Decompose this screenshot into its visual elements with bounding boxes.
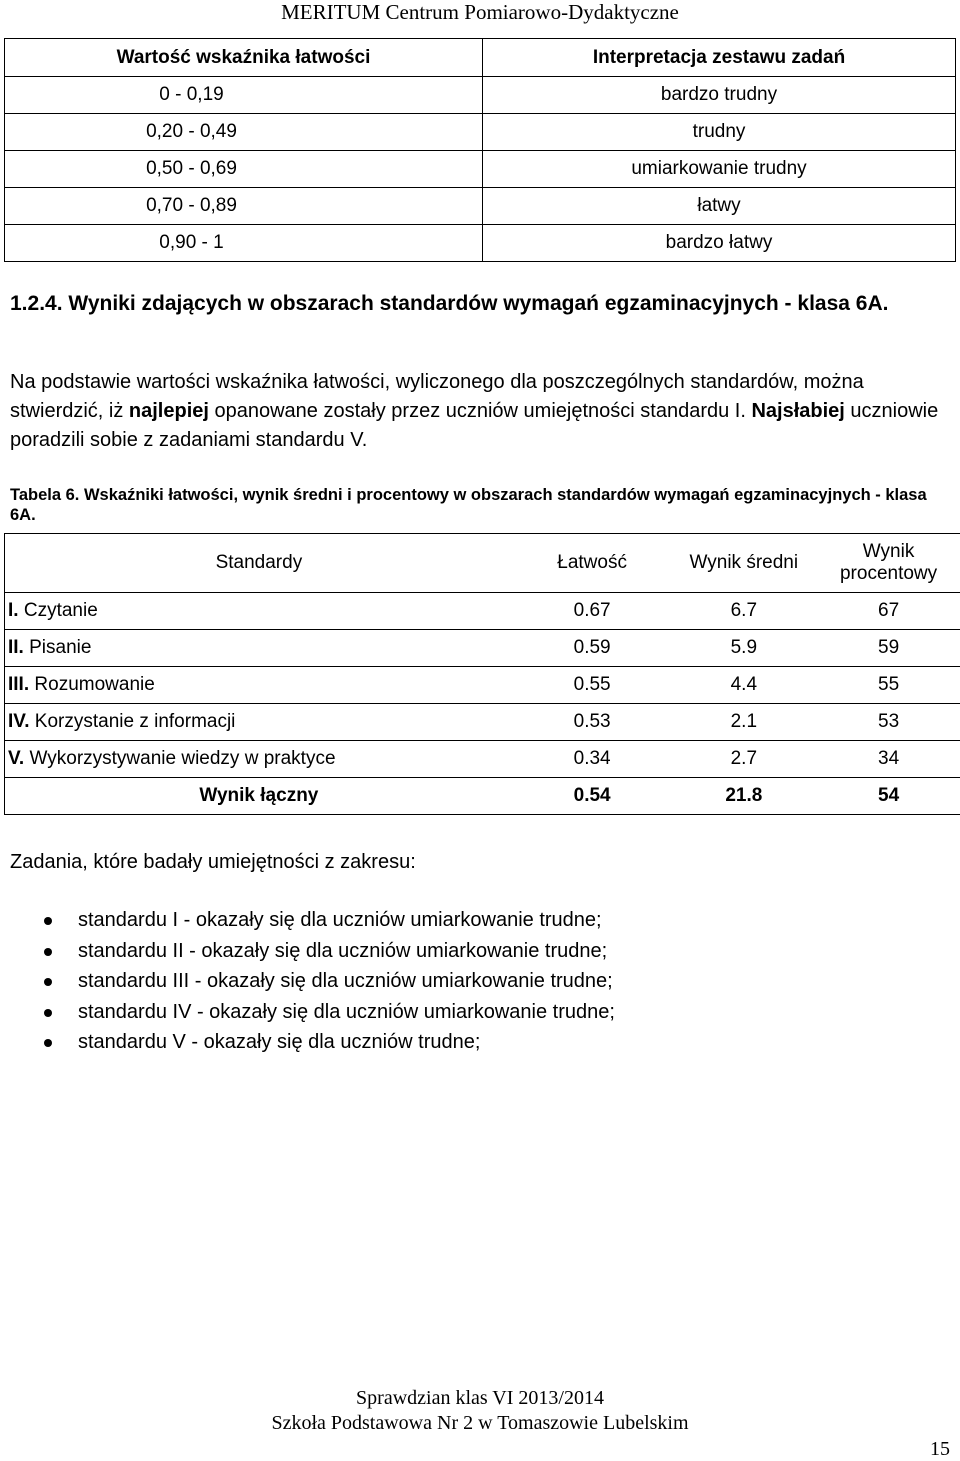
table-cell: 0.53 [513,704,672,741]
list-item-text: standardu I - okazały się dla uczniów umiarkowanie trudne; [78,909,602,931]
table-cell: 4.4 [671,667,816,704]
standard-name: Korzystanie z informacji [30,711,236,732]
bullet-icon [44,917,52,925]
footer-school: Szkoła Podstawowa Nr 2 w Tomaszowie Lubelskim [0,1411,960,1435]
table-row [5,593,960,630]
standard-cell [5,593,513,630]
standard-numeral: I. [8,600,19,621]
table-cell: 2.7 [671,741,816,778]
standard-cell [5,667,513,704]
table-cell: trudny [483,114,956,151]
paragraph-text: Na podstawie wartości wskaźnika łatwości, wyliczonego dla poszczególnych standardów, można stwierdzić, iż [10,371,864,422]
list-item [0,936,960,967]
bullet-icon [44,978,52,986]
table-row [5,741,960,778]
bullet-icon [44,1009,52,1017]
column-header: Standardy [5,534,513,593]
standard-numeral: IV. [8,711,30,732]
column-header: Łatwość [513,534,672,593]
running-header: MERITUM Centrum Pomiarowo-Dydaktyczne [0,0,960,24]
paragraph-emphasis: najlepiej [129,400,209,422]
bullet-icon [44,1039,52,1047]
table-cell: 0.54 [513,778,672,815]
standard-name: Rozumowanie [29,674,155,695]
paragraph-text: opanowane zostały przez uczniów umiejętności standardu I. [209,400,752,422]
list-item [0,905,960,936]
column-header: Wartość wskaźnika łatwości [5,39,483,77]
table-row [5,704,960,741]
table-cell: 6.7 [671,593,816,630]
list-item-text: standardu III - okazały się dla uczniów umiarkowanie trudne; [78,970,613,992]
table-cell: umiarkowanie trudny [483,151,956,188]
table-cell: 0,90 - 1 [5,225,483,262]
table-cell: 0,50 - 0,69 [5,151,483,188]
bullet-icon [44,948,52,956]
standard-numeral: V. [8,748,24,769]
table-row [5,667,960,704]
bullet-list [0,905,960,1058]
table-cell: 0,20 - 0,49 [5,114,483,151]
table-cell: 2.1 [671,704,816,741]
list-item-text: standardu V - okazały się dla uczniów trudne; [78,1031,480,1053]
section-heading: 1.2.4. Wyniki zdających w obszarach standardów wymagań egzaminacyjnych - klasa 6A. [10,289,940,319]
table-cell: 59 [816,630,960,667]
table-cell: 0.55 [513,667,672,704]
table-cell: bardzo łatwy [483,225,956,262]
table-header-row [5,534,960,593]
table-row [5,114,956,151]
standard-numeral: II. [8,637,24,658]
summary-paragraph [10,368,950,455]
table-cell: 0,70 - 0,89 [5,188,483,225]
table-cell: 34 [816,741,960,778]
table-cell: 53 [816,704,960,741]
table-header-row [5,39,956,77]
standard-numeral: III. [8,674,29,695]
table-cell: 67 [816,593,960,630]
intro-text: Zadania, które badały umiejętności z zakresu: [10,848,416,876]
total-label: Wynik łączny [5,778,513,815]
list-item [0,997,960,1028]
table-cell: bardzo trudny [483,77,956,114]
total-row [5,778,960,815]
table-caption: Tabela 6. Wskaźniki łatwości, wynik średni i procentowy w obszarach standardów wymagań egzaminacyjnych - klasa 6A. [10,485,950,525]
table-cell: 0.67 [513,593,672,630]
difficulty-interpretation-table [4,38,956,262]
table-cell: 21.8 [671,778,816,815]
paragraph-text: uczniowie poradzili sobie z zadaniami standardu V. [10,400,938,451]
standard-name: Pisanie [24,637,92,658]
table-cell: 0.59 [513,630,672,667]
column-header: Interpretacja zestawu zadań [483,39,956,77]
table-cell: 0.34 [513,741,672,778]
list-item-text: standardu II - okazały się dla uczniów umiarkowanie trudne; [78,940,607,962]
table-row [5,77,956,114]
table-cell: 55 [816,667,960,704]
table-row [5,151,956,188]
table-cell: 54 [816,778,960,815]
footer-title: Sprawdzian klas VI 2013/2014 [0,1386,960,1410]
table-row [5,188,956,225]
standard-name: Wykorzystywanie wiedzy w praktyce [24,748,335,769]
table-cell: 0 - 0,19 [5,77,483,114]
table-cell: łatwy [483,188,956,225]
paragraph-emphasis: Najsłabiej [751,400,844,422]
standard-cell [5,741,513,778]
standard-cell [5,630,513,667]
column-header: Wynik procentowy [816,534,960,593]
page-number: 15 [930,1437,950,1461]
column-header: Wynik średni [671,534,816,593]
list-item [0,966,960,997]
standard-cell [5,704,513,741]
table-row [5,630,960,667]
list-item-text: standardu IV - okazały się dla uczniów umiarkowanie trudne; [78,1001,615,1023]
table-row [5,225,956,262]
table-cell: 5.9 [671,630,816,667]
standard-name: Czytanie [19,600,98,621]
standards-results-table [4,533,960,815]
list-item [0,1027,960,1058]
